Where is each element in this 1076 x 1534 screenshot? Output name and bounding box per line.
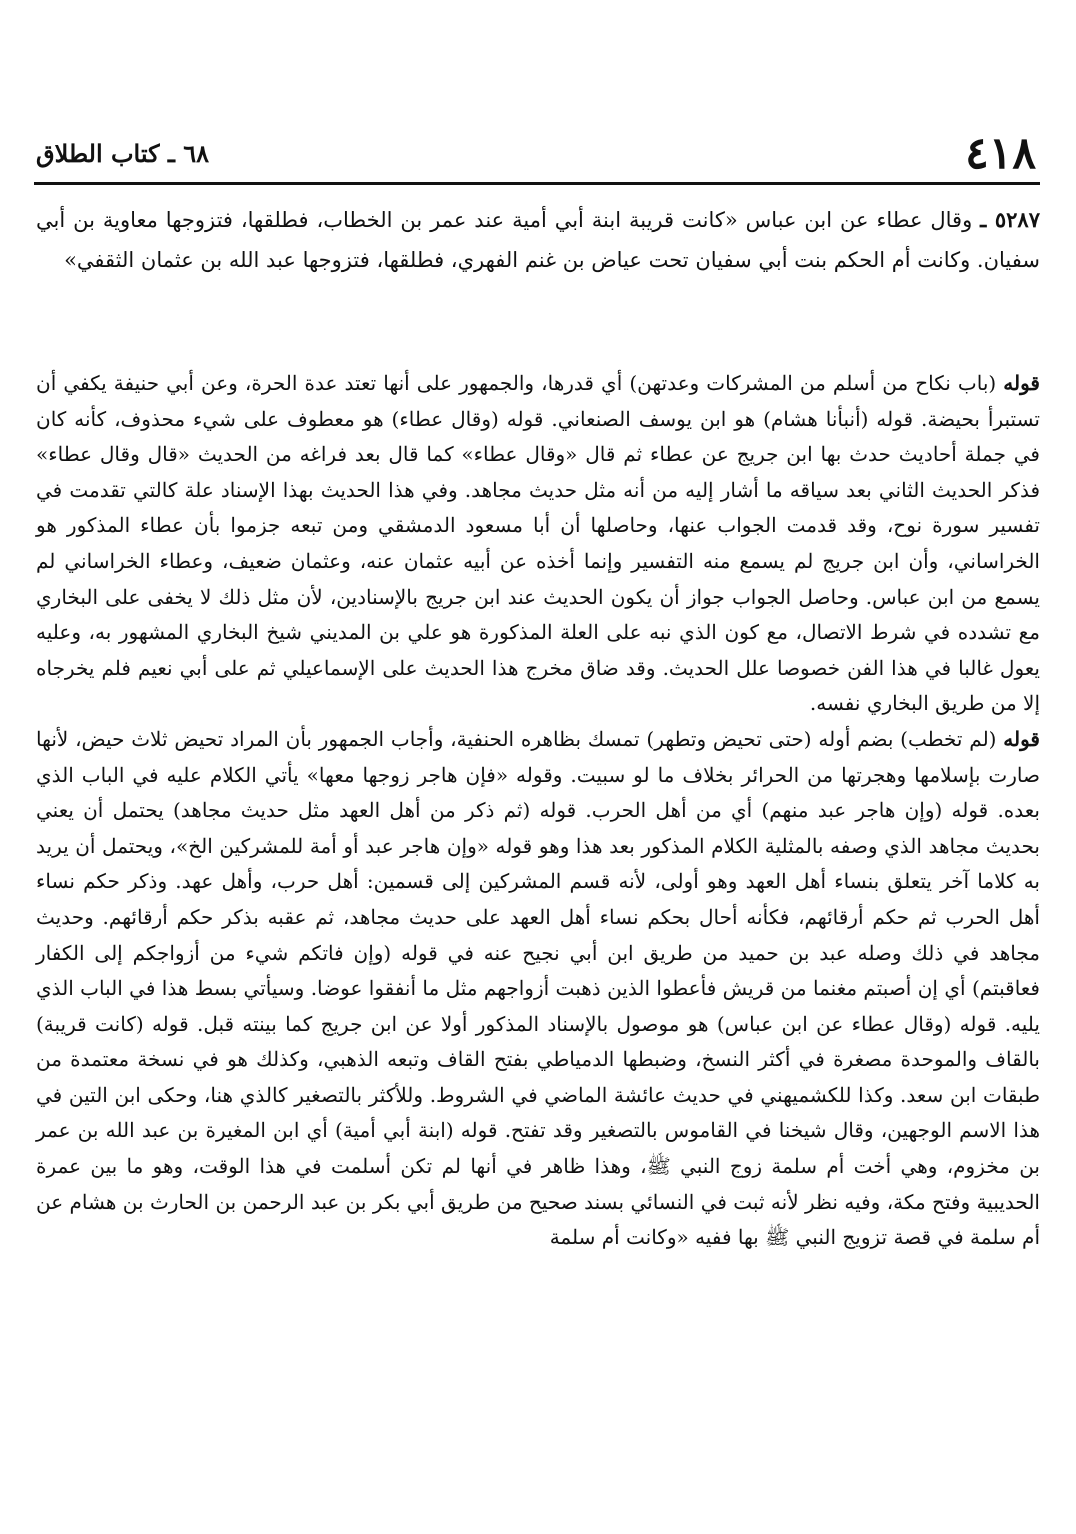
- running-title: ٦٨ ـ كتاب الطلاق: [36, 139, 210, 168]
- hadith-text: [36, 200, 1040, 280]
- page-number: ٤١٨: [965, 128, 1036, 179]
- commentary-keyword: قوله: [1003, 726, 1040, 751]
- commentary-text: (لم تخطب) بضم أوله (حتى تحيض وتطهر) تمسك بظاهره الحنفية، وأجاب الجمهور بأن المراد تحيض ثلاث حيض، لأنها صارت بإسلامها وهجرتها من الحرائر بخلاف ما لو سبيت. وقوله «فإن هاجر زوجها معها» يأتي الكلام عليه في الباب الذي بعده. قوله (وإن هاجر عبد منهم) أي من أهل الحرب. قوله (ثم ذكر من أهل العهد مثل حديث مجاهد) يحتمل أن يعني بحديث مجاهد الذي وصفه بالمثلية الكلام المذكور بعد هذا وهو قوله «وإن هاجر عبد أو أمة للمشركين الخ»، ويحتمل أن يريد به كلاما آخر يتعلق بنساء أهل العهد وهو أولى، لأنه قسم المشركين إلى قسمين: أهل حرب، وأهل عهد. وذكر حكم نساء أهل الحرب ثم حكم أرقائهم، فكأنه أحال بحكم نساء أهل العهد على حديث مجاهد، ثم عقبه بذكر حكم أرقائهم. وحديث مجاهد في ذلك وصله عبد بن حميد من طريق ابن أبي نجيح عنه في قوله (وإن فاتكم شيء من أزواجكم إلى الكفار فعاقبتم) أي إن أصبتم مغنما من قريش فأعطوا الذين ذهبت أزواجهم مثل ما أنفقوا عوضا. وسيأتي بسط هذا في الباب الذي يليه. قوله (وقال عطاء عن ابن عباس) هو موصول بالإسناد المذكور أولا عن ابن جريج كما بينته قبل. قوله (كانت قريبة) بالقاف والموحدة مصغرة في أكثر النسخ، وضبطها الدمياطي بفتح القاف وتبعه الذهبي، وكذلك هو في نسخة معتمدة من طبقات ابن سعد. وكذا للكشميهني في حديث عائشة الماضي في الشروط. وللأكثر بالتصغير كالذي هنا، وحكى ابن التين في هذا الاسم الوجهين، وقال شيخنا في القاموس بالتصغير وقد تفتح. قوله (ابنة أبي أمية) أي ابن المغيرة بن عبد الله بن عمر بن مخزوم، وهي أخت أم سلمة زوج النبي ﷺ، وهذا ظاهر في أنها لم تكن أسلمت في هذا الوقت، وهو ما بين عمرة الحديبية وفتح مكة، وفيه نظر لأنه ثبت في النسائي بسند صحيح من طريق أبي بكر بن عبد الرحمن بن الحارث بن هشام عن أم سلمة في قصة تزويج النبي ﷺ بها ففيه «وكانت أم سلمة: [36, 726, 1040, 1250]
- hadith-number: ٥٢٨٧ ـ: [980, 207, 1040, 232]
- commentary-paragraph: [36, 722, 1040, 1256]
- commentary: [36, 366, 1040, 1256]
- commentary-text: (باب نكاح من أسلم من المشركات وعدتهن) أي قدرها، والجمهور على أنها تعتد عدة الحرة، وعن أبي حنيفة يكفي أن تستبرأ بحيضة. قوله (أنبأنا هشام) هو ابن يوسف الصنعاني. قوله (وقال عطاء) هو معطوف على شيء محذوف، كأنه كان في جملة أحاديث حدث بها ابن جريج عن عطاء ثم قال «وقال عطاء» كما قال بعد فراغه من الحديث «قال وقال عطاء» فذكر الحديث الثاني بعد سياقه ما أشار إليه من أنه مثل حديث مجاهد. وفي هذا الحديث بهذا الإسناد علة كالتي تقدمت في تفسير سورة نوح، وقد قدمت الجواب عنها، وحاصلها أن أبا مسعود الدمشقي ومن تبعه جزموا بأن عطاء المذكور هو الخراساني، وأن ابن جريج لم يسمع منه التفسير وإنما أخذه عن أبيه عثمان عنه، وعثمان ضعيف، وعطاء الخراساني لم يسمع من ابن عباس. وحاصل الجواب جواز أن يكون الحديث عند ابن جريج بالإسنادين، لأن مثل ذلك لا يخفى على البخاري مع تشدده في شرط الاتصال، مع كون الذي نبه على العلة المذكورة هو علي بن المديني شيخ البخاري المشهور به، وعليه يعول غالبا في هذا الفن خصوصا علل الحديث. وقد ضاق مخرج هذا الحديث على الإسماعيلي ثم على أبي نعيم فلم يخرجاه إلا من طريق البخاري نفسه.: [36, 371, 1040, 716]
- hadith-body: وقال عطاء عن ابن عباس «كانت قريبة ابنة أبي أمية عند عمر بن الخطاب، فطلقها، فتزوجها معاوية بن أبي سفيان. وكانت أم الحكم بنت أبي سفيان تحت عياض بن غنم الفهري، فطلقها، فتزوجها عبد الله بن عثمان الثقفي»: [36, 208, 1040, 272]
- commentary-paragraph: [36, 366, 1040, 722]
- page-header: [36, 128, 1038, 180]
- commentary-keyword: قوله: [1003, 371, 1040, 395]
- header-divider: [34, 182, 1040, 185]
